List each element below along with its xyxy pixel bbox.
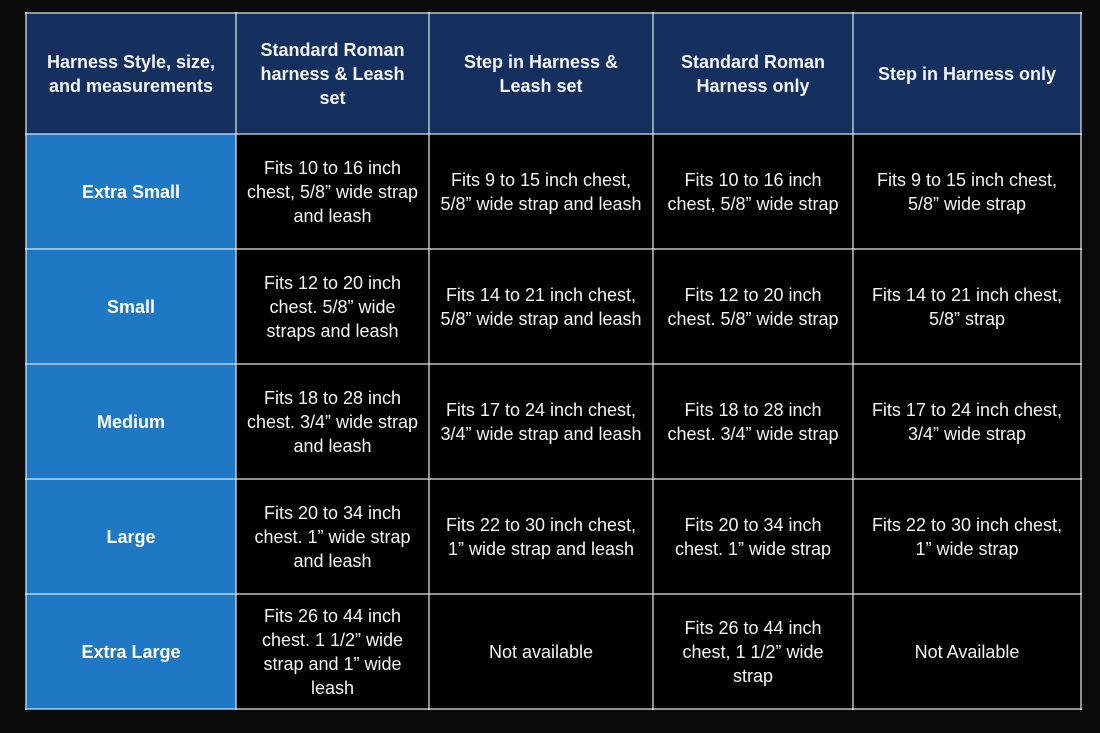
size-cell: Medium [26, 364, 236, 479]
spec-cell: Fits 14 to 21 inch chest, 5/8” strap [853, 249, 1081, 364]
spec-cell: Fits 20 to 34 inch chest. 1” wide strap and leash [236, 479, 429, 594]
header-row [26, 13, 1081, 134]
header-cell-0: Harness Style, size, and measurements [26, 13, 236, 134]
spec-cell: Fits 20 to 34 inch chest. 1” wide strap [653, 479, 853, 594]
table-header [26, 13, 1081, 134]
spec-cell: Fits 18 to 28 inch chest. 3/4” wide strap [653, 364, 853, 479]
size-cell: Small [26, 249, 236, 364]
spec-cell: Fits 17 to 24 inch chest, 3/4” wide strap [853, 364, 1081, 479]
table-row [26, 249, 1081, 364]
size-cell: Extra Large [26, 594, 236, 709]
header-cell-1: Standard Roman harness & Leash set [236, 13, 429, 134]
table-row [26, 134, 1081, 249]
spec-cell: Fits 10 to 16 inch chest, 5/8” wide strap [653, 134, 853, 249]
table-row [26, 594, 1081, 709]
spec-cell: Fits 12 to 20 inch chest. 5/8” wide strap [653, 249, 853, 364]
spec-cell: Fits 9 to 15 inch chest, 5/8” wide strap [853, 134, 1081, 249]
size-table [25, 12, 1082, 710]
spec-cell: Not available [429, 594, 653, 709]
spec-cell: Fits 22 to 30 inch chest, 1” wide strap [853, 479, 1081, 594]
header-cell-4: Step in Harness only [853, 13, 1081, 134]
spec-cell: Fits 18 to 28 inch chest. 3/4” wide strap and leash [236, 364, 429, 479]
header-cell-3: Standard Roman Harness only [653, 13, 853, 134]
spec-cell: Fits 12 to 20 inch chest. 5/8” wide straps and leash [236, 249, 429, 364]
spec-cell: Not Available [853, 594, 1081, 709]
table-row [26, 364, 1081, 479]
header-cell-2: Step in Harness & Leash set [429, 13, 653, 134]
spec-cell: Fits 26 to 44 inch chest. 1 1/2” wide strap and 1” wide leash [236, 594, 429, 709]
size-cell: Extra Small [26, 134, 236, 249]
table-row [26, 479, 1081, 594]
spec-cell: Fits 22 to 30 inch chest, 1” wide strap and leash [429, 479, 653, 594]
spec-cell: Fits 17 to 24 inch chest, 3/4” wide strap and leash [429, 364, 653, 479]
spec-cell: Fits 10 to 16 inch chest, 5/8” wide strap and leash [236, 134, 429, 249]
spec-cell: Fits 26 to 44 inch chest, 1 1/2” wide strap [653, 594, 853, 709]
size-cell: Large [26, 479, 236, 594]
spec-cell: Fits 14 to 21 inch chest, 5/8” wide strap and leash [429, 249, 653, 364]
spec-cell: Fits 9 to 15 inch chest, 5/8” wide strap and leash [429, 134, 653, 249]
table-body [26, 134, 1081, 709]
